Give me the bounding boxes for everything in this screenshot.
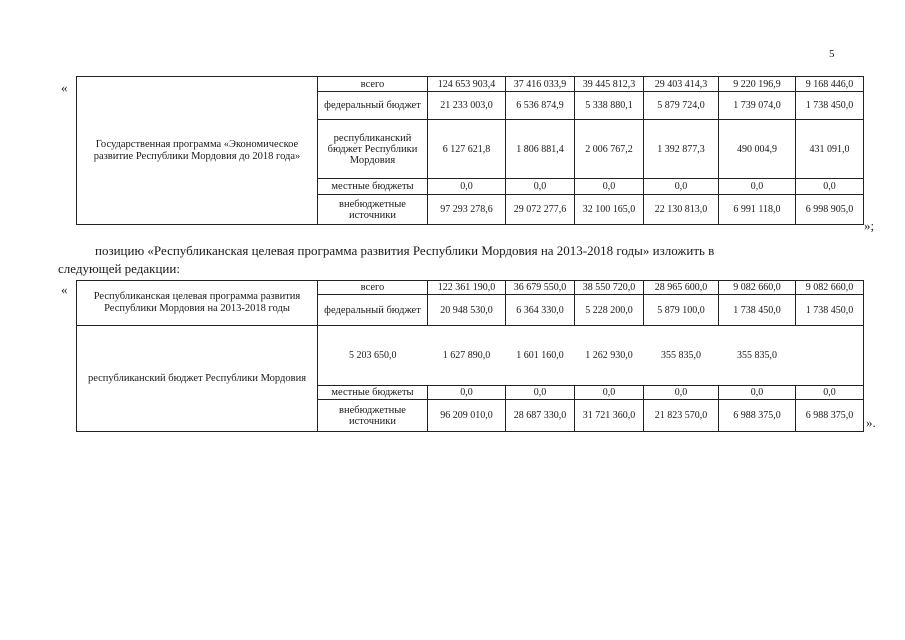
- value-cell: 96 209 010,0: [428, 400, 506, 432]
- value-cell: 0,0: [575, 179, 644, 195]
- value-cell: 9 168 446,0: [796, 77, 864, 92]
- value-cell: 9 220 196,9: [719, 77, 796, 92]
- value-cell: 6 998 905,0: [796, 195, 864, 225]
- budget-table-2: [76, 280, 864, 432]
- value-cell: 1 738 450,0: [796, 92, 864, 120]
- row-label: всего: [318, 77, 428, 92]
- close-quote-1: »;: [864, 218, 875, 233]
- row-label: республиканский бюджет Республики Мордовия: [318, 120, 428, 179]
- table-row: [77, 326, 864, 386]
- value-cell: 28 965 600,0: [644, 281, 719, 295]
- value-cell: 6 988 375,0: [796, 400, 864, 432]
- value-cell: 0,0: [506, 386, 575, 400]
- value-cell: 1 738 450,0: [719, 295, 796, 326]
- value-cell: 28 687 330,0: [506, 400, 575, 432]
- value-cell: 1 806 881,4: [506, 120, 575, 179]
- value-cell: 36 679 550,0: [506, 281, 575, 295]
- value-cell: 490 004,9: [719, 120, 796, 179]
- value-cell: 0,0: [719, 179, 796, 195]
- value-cell: 29 403 414,3: [644, 77, 719, 92]
- value-cell: 5 338 880,1: [575, 92, 644, 120]
- value-cell: 6 991 118,0: [719, 195, 796, 225]
- value-cell: 20 948 530,0: [428, 295, 506, 326]
- value-cell: 5 228 200,0: [575, 295, 644, 326]
- value-cell: 21 233 003,0: [428, 92, 506, 120]
- close-quote-2: ».: [866, 415, 876, 430]
- value-cell: 0,0: [796, 386, 864, 400]
- table-row: [77, 281, 864, 295]
- value-cell: 37 416 033,9: [506, 77, 575, 92]
- value-cell: 6 536 874,9: [506, 92, 575, 120]
- value-cell: 0,0: [644, 386, 719, 400]
- row-label: всего: [318, 281, 428, 295]
- value-cell: 9 082 660,0: [796, 281, 864, 295]
- row-label: местные бюджеты: [318, 386, 428, 400]
- value-cell: 0,0: [719, 386, 796, 400]
- table-row: [77, 77, 864, 92]
- value-cell: 1 739 074,0: [719, 92, 796, 120]
- value-cell: 1 392 877,3: [644, 120, 719, 179]
- value-cell: 0,0: [428, 179, 506, 195]
- row-label: федеральный бюджет: [318, 295, 428, 326]
- value-cell: 1 601 160,0: [516, 350, 564, 361]
- value-cell: 1 262 930,0: [585, 350, 633, 361]
- value-cell: 431 091,0: [796, 120, 864, 179]
- value-cell: 39 445 812,3: [575, 77, 644, 92]
- budget-table-1: [76, 76, 864, 225]
- lower-name-cell: республиканский бюджет Республики Мордовия: [77, 326, 318, 432]
- value-cell: 5 879 724,0: [644, 92, 719, 120]
- value-cell: 6 127 621,8: [428, 120, 506, 179]
- row-label: внебюджетные источники: [318, 400, 428, 432]
- row-label: федеральный бюджет: [318, 92, 428, 120]
- value-cell: 355 835,0: [661, 350, 701, 361]
- value-cell: 21 823 570,0: [644, 400, 719, 432]
- value-cell: 5 879 100,0: [644, 295, 719, 326]
- value-cell: 5 203 650,0: [318, 326, 428, 386]
- value-cell: 122 361 190,0: [428, 281, 506, 295]
- paragraph-line-1: позицию «Республиканская целевая программа развития Республики Мордовия на 2013-2018 годы» изложить в: [95, 243, 715, 258]
- program-name-cell: Республиканская целевая программа развития Республики Мордовия на 2013-2018 годы: [77, 281, 318, 326]
- value-cell: 29 072 277,6: [506, 195, 575, 225]
- value-cell: 97 293 278,6: [428, 195, 506, 225]
- program-name-cell: Государственная программа «Экономическое развитие Республики Мордовия до 2018 года»: [77, 77, 318, 225]
- value-cell: 0,0: [428, 386, 506, 400]
- value-cell: 6 988 375,0: [719, 400, 796, 432]
- value-cell: 31 721 360,0: [575, 400, 644, 432]
- paragraph-line-2: следующей редакции:: [58, 261, 180, 276]
- value-cell: 355 835,0: [737, 350, 777, 361]
- value-cell: 0,0: [796, 179, 864, 195]
- value-cell: 9 082 660,0: [719, 281, 796, 295]
- value-cell: 1 738 450,0: [796, 295, 864, 326]
- value-cell: 0,0: [506, 179, 575, 195]
- value-cell: 0,0: [644, 179, 719, 195]
- page-number: 5: [829, 48, 835, 60]
- value-cell: 1 627 890,0: [442, 350, 491, 361]
- value-cell: 2 006 767,2: [575, 120, 644, 179]
- open-quote-2: «: [61, 282, 68, 297]
- value-cell: 0,0: [575, 386, 644, 400]
- value-cell: 124 653 903,4: [428, 77, 506, 92]
- row-label: местные бюджеты: [318, 179, 428, 195]
- value-cell: 22 130 813,0: [644, 195, 719, 225]
- open-quote-1: «: [61, 80, 68, 95]
- value-cell: 6 364 330,0: [506, 295, 575, 326]
- value-cell: [796, 326, 864, 386]
- value-cell: 32 100 165,0: [575, 195, 644, 225]
- row-label: внебюджетные источники: [318, 195, 428, 225]
- value-cell: 38 550 720,0: [575, 281, 644, 295]
